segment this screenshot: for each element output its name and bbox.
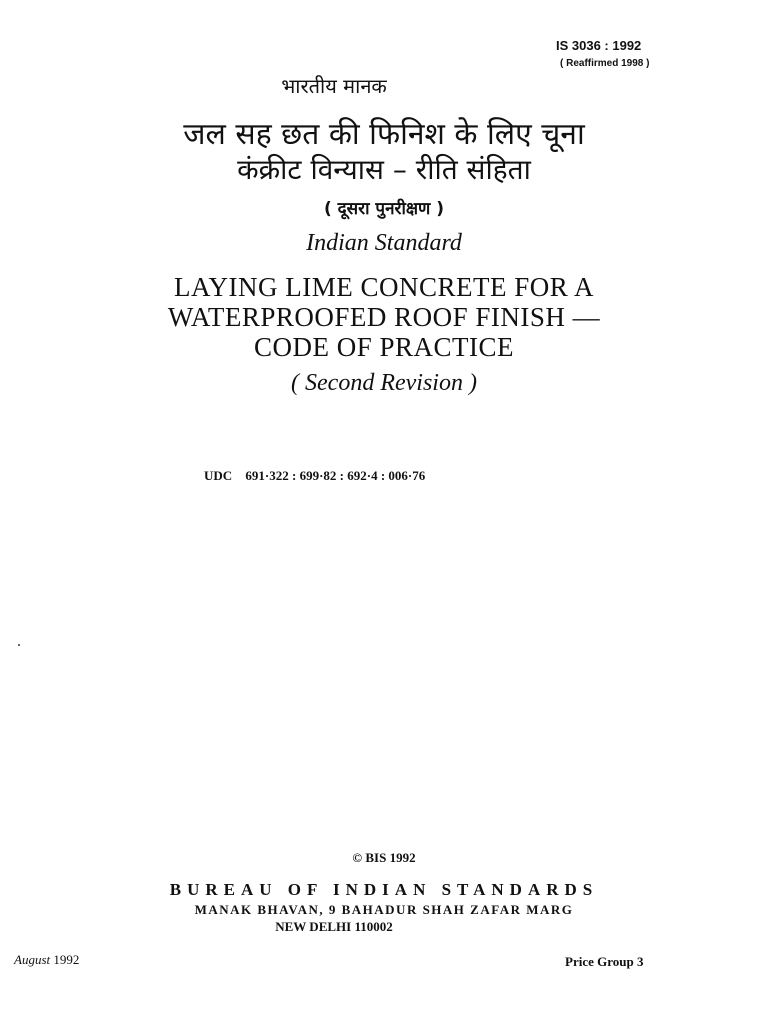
reaffirmed-note: ( Reaffirmed 1998 ) xyxy=(560,58,650,69)
title-line-2: WATERPROOFED ROOF FINISH — xyxy=(167,302,601,332)
hindi-title-line-2: कंक्रीट विन्यास – रीति संहिता xyxy=(237,153,531,186)
standard-label: Indian Standard xyxy=(306,230,462,256)
scan-speck xyxy=(18,644,20,646)
publication-month: August xyxy=(14,952,51,967)
udc-label: UDC xyxy=(204,468,233,483)
publication-date xyxy=(14,952,79,968)
udc-value: 691·322 : 699·82 : 692·4 : 006·76 xyxy=(245,468,426,483)
title-line-1: LAYING LIME CONCRETE FOR A xyxy=(173,272,595,302)
title-line-3: CODE OF PRACTICE xyxy=(253,332,515,362)
publisher-name: BUREAU OF INDIAN STANDARDS xyxy=(169,880,599,899)
revision-label: ( Second Revision ) xyxy=(291,370,477,396)
publisher-address: MANAK BHAVAN, 9 BAHADUR SHAH ZAFAR MARG xyxy=(194,902,574,917)
hindi-revision: ( दूसरा पुनरीक्षण ) xyxy=(323,199,445,219)
publisher-city: NEW DELHI 110002 xyxy=(275,919,393,934)
hindi-standard-label: भारतीय मानक xyxy=(281,74,387,98)
price-group: Price Group 3 xyxy=(565,954,644,969)
udc-line xyxy=(204,468,425,484)
hindi-title-line-1: जल सह छत की फिनिश के लिए चूना xyxy=(183,117,585,152)
copyright-notice: © BIS 1992 xyxy=(352,850,416,865)
publication-year: 1992 xyxy=(53,952,80,967)
standard-number: IS 3036 : 1992 xyxy=(556,38,642,53)
